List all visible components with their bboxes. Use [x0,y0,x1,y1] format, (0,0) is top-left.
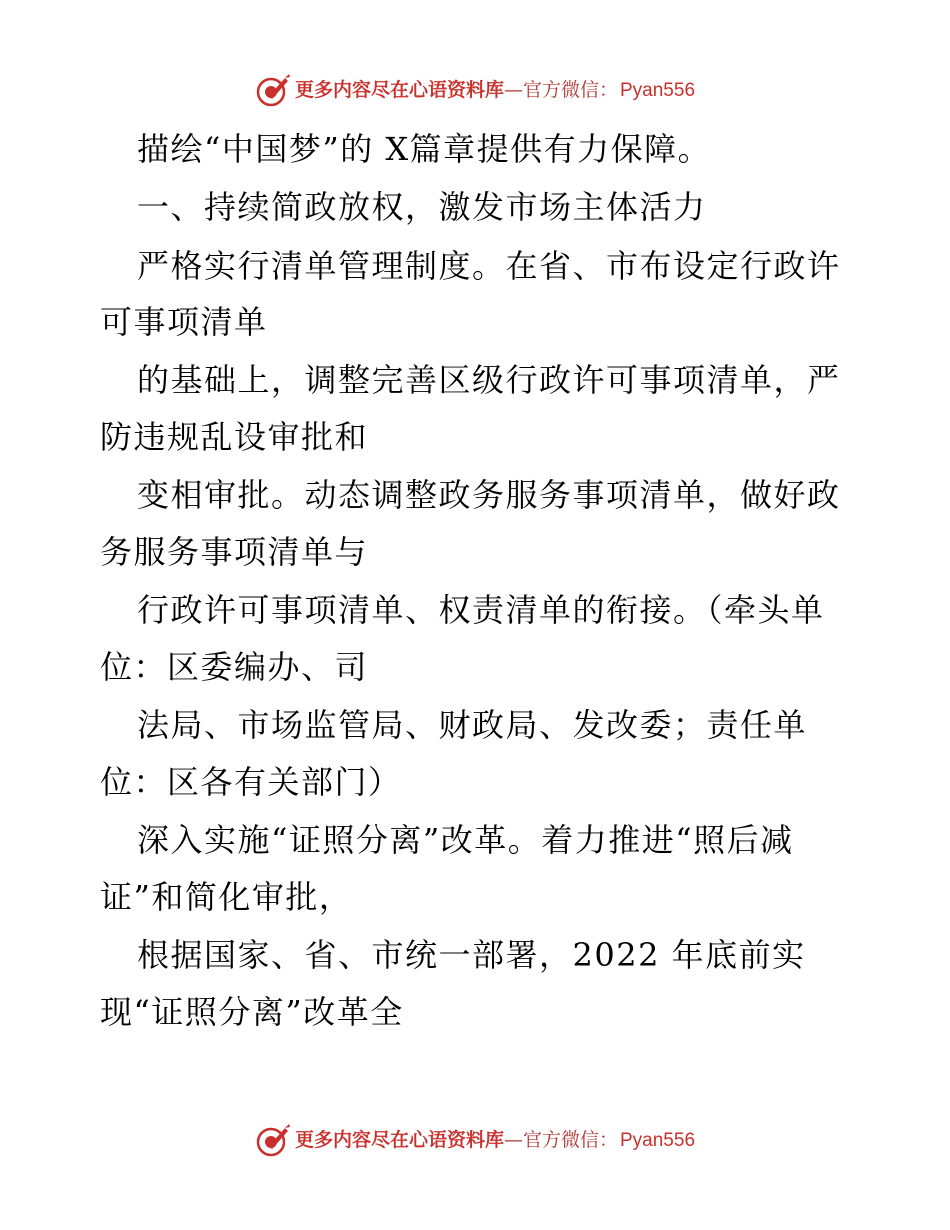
watermark-brand-text: 更多内容尽在心语资料库 [294,78,504,101]
paragraph-line: 的基础上，调整完善区级行政许可事项清单，严 [137,361,841,399]
watermark-wechat-id: Pyan556 [620,1129,696,1151]
watermark-official-text: 官方微信： [522,78,618,101]
paragraph-line: 位：区委编办、司 [100,648,369,686]
section-heading: 一、持续简政放权，激发市场主体活力 [137,188,707,226]
paragraph-line: 位：区各有关部门） [100,763,402,801]
watermark-separator: — [503,1128,523,1151]
paragraph-line: 防违规乱设审批和 [100,418,369,456]
paragraph-line: 深入实施“证照分离”改革。着力推进“照后减 [137,821,794,859]
watermark-official-text: 官方微信： [522,1128,618,1151]
paragraph-line: 变相审批。动态调整政务服务事项清单，做好政 [137,476,841,514]
header-watermark [0,70,950,110]
pen-logo-icon [255,1122,291,1158]
watermark-brand-text: 更多内容尽在心语资料库 [294,1128,504,1151]
pen-logo-icon [255,72,291,108]
paragraph-line: 可事项清单 [100,303,268,341]
paragraph-line: 行政许可事项清单、权责清单的衔接。（牵头单 [137,591,825,629]
paragraph-line: 现“证照分离”改革全 [100,993,404,1031]
paragraph-line: 根据国家、省、市统一部署，2022 年底前实 [137,936,806,974]
paragraph-line: 法局、市场监管局、财政局、发改委；责任单 [137,706,808,744]
paragraph-line: 证”和简化审批， [100,878,353,916]
watermark-wechat-id: Pyan556 [620,79,696,101]
footer-watermark [0,1120,950,1160]
paragraph-line: 描绘“中国梦”的 X篇章提供有力保障。 [137,130,712,168]
paragraph-line: 严格实行清单管理制度。在省、市布设定行政许 [137,247,841,285]
watermark-separator: — [503,78,523,101]
paragraph-line: 务服务事项清单与 [100,533,369,571]
